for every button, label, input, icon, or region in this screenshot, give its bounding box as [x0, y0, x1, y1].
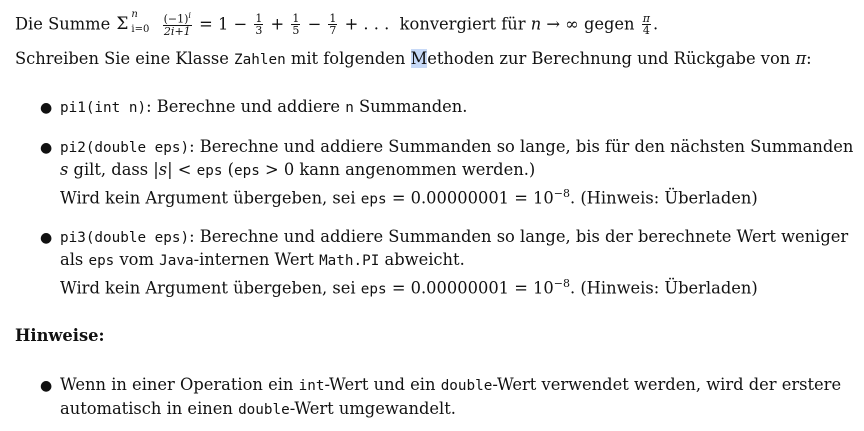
- bullet-icon: ●: [40, 378, 53, 394]
- bullet-icon: ●: [40, 230, 53, 246]
- method-signature: pi3(double eps): [60, 230, 190, 246]
- task-line: Schreiben Sie eine Klasse Zahlen mit folgenden Methoden zur Berechnung und Rückgabe von π:: [15, 49, 812, 68]
- gegen-text: gegen: [583, 14, 635, 34]
- hints-heading: Hinweise:: [15, 326, 105, 345]
- method-pi2-line2: s gilt, dass |s| < eps (eps > 0 kann angenommen werden.): [60, 160, 536, 179]
- fraction-1-3: $\frac{1}{3}$: [255, 11, 263, 38]
- bullet-icon: ●: [40, 140, 53, 156]
- method-pi3-line2: als eps vom Java-internen Wert Math.PI abweicht.: [60, 250, 465, 269]
- hint-line1: Wenn in einer Operation ein int-Wert und ein double-Wert verwendet werden, wird der erstere: [60, 375, 842, 394]
- pi-over-4: $\frac{\pi}{4}$: [642, 11, 650, 38]
- method-pi3-line3: Wird kein Argument übergeben, sei eps = $0.00000001 = 10^{-8}$. (Hinweis: Überladen): [60, 277, 758, 298]
- text-cursor-highlight: M: [410, 49, 428, 68]
- sum-symbol: Σ n i=0: [116, 9, 150, 36]
- method-signature: pi1(int n): [60, 100, 147, 116]
- method-pi1: pi1(int n): Berechne und addiere n Summanden.: [60, 97, 468, 116]
- series-term-fraction: $\frac{(-1)^i}{2i+1}$: [163, 11, 191, 39]
- series-start: = 1 −: [199, 14, 248, 34]
- method-pi2-line1: pi2(double eps): Berechne und addiere Summanden so lange, bis für den nächsten Summanden: [60, 137, 854, 156]
- series-end: + . . .: [344, 14, 390, 34]
- hint-line2: automatisch in einen double-Wert umgewandelt.: [60, 399, 456, 418]
- intro-lead: Die Summe: [15, 14, 111, 34]
- method-pi3-line1: pi3(double eps): Berechne und addiere Summanden so lange, bis der berechnete Wert weniger: [60, 227, 849, 246]
- fraction-1-7: $\frac{1}{7}$: [329, 11, 337, 38]
- fraction-1-5: $\frac{1}{5}$: [292, 11, 300, 38]
- intro-line: Die Summe Σ n i=0 $\frac{(-1)^i}{2i+1}$ = 1 − $\frac{1}{3}$ + $\frac{1}{5}$ − $\frac{1}{7}$ + . . . konvergiert für n → ∞ gegen $\frac{\pi}{4}$ .: [15, 9, 659, 39]
- limit-expression: n → ∞: [530, 14, 579, 34]
- converges-text: konvergiert für: [399, 14, 526, 34]
- bullet-icon: ●: [40, 100, 53, 116]
- class-name-code: Zahlen: [234, 52, 286, 68]
- method-signature: pi2(double eps): [60, 140, 190, 156]
- method-pi2-line3: Wird kein Argument übergeben, sei eps = $0.00000001 = 10^{-8}$. (Hinweis: Überladen): [60, 187, 758, 208]
